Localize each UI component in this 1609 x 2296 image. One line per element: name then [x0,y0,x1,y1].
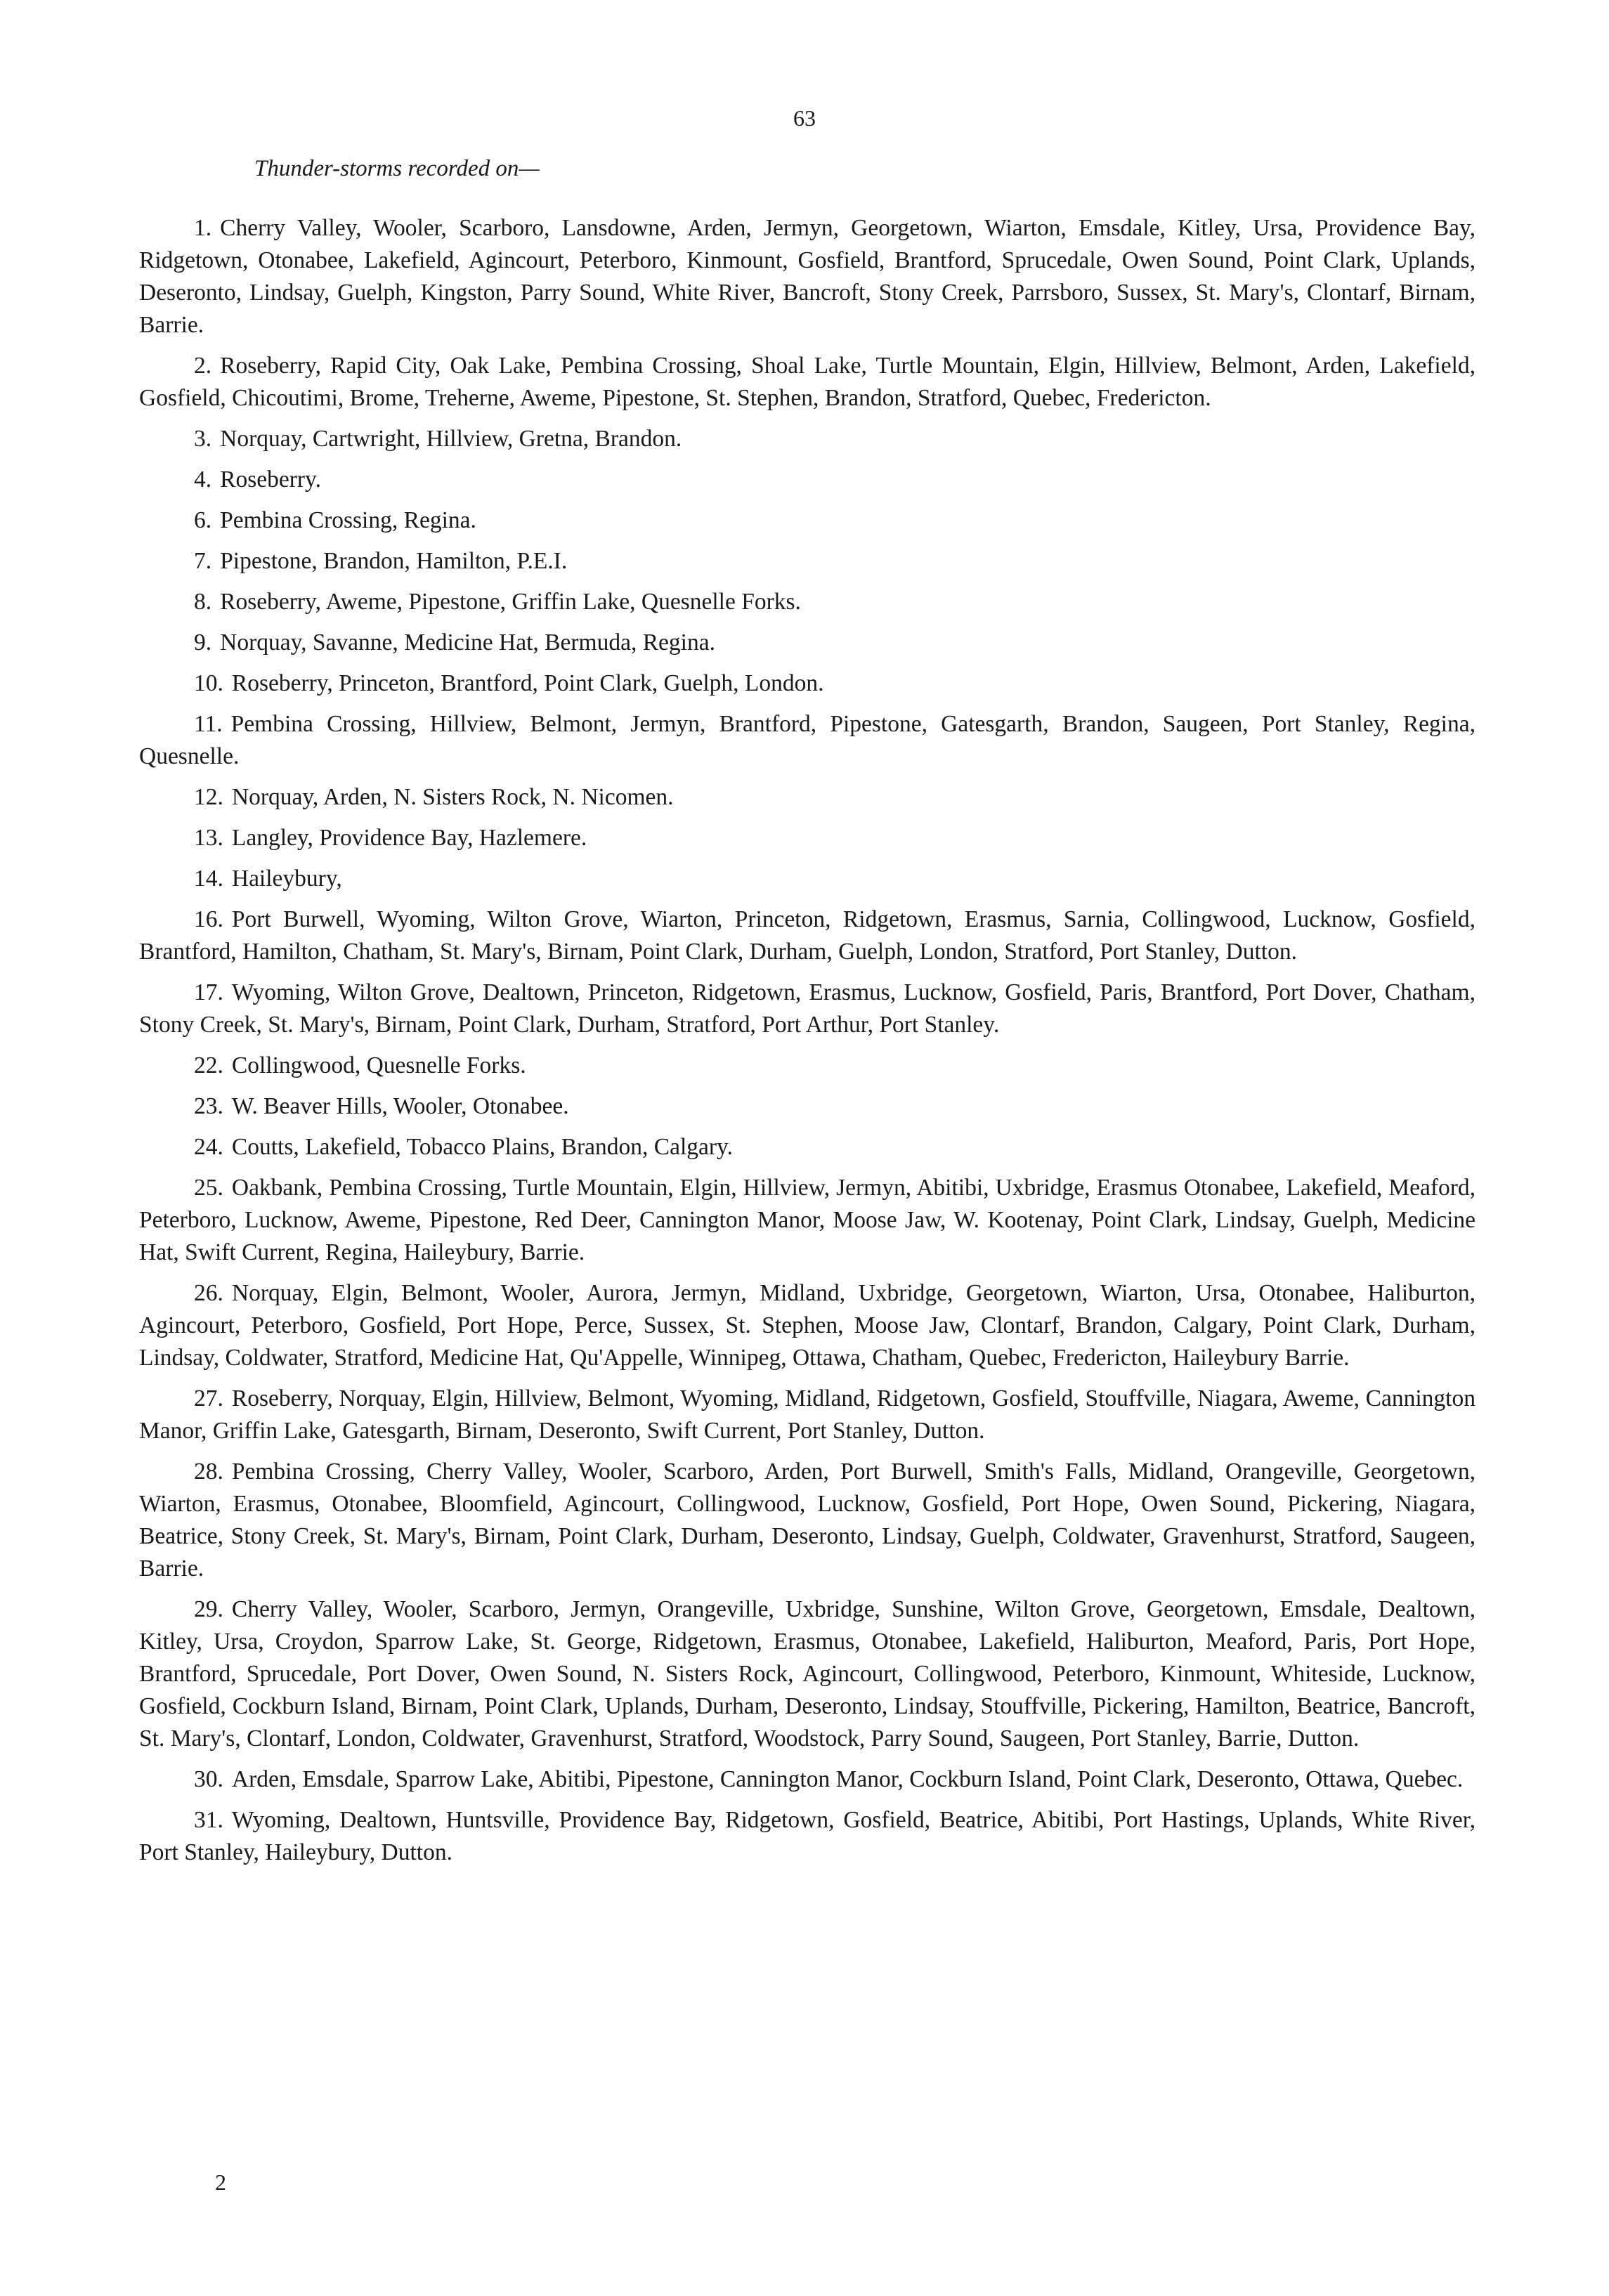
entry-day: 30. [194,1766,223,1792]
entry-day: 11. [194,711,223,737]
entry-stations: Coutts, Lakefield, Tobacco Plains, Brandon, Calgary. [231,1134,733,1160]
entry-day: 6. [194,507,212,533]
page-number: 63 [793,105,816,131]
entry-stations: Roseberry, Norquay, Elgin, Hillview, Belmont, Wyoming, Midland, Ridgetown, Gosfield, Stouffville, Niagara, Aweme, Cannington Manor, Griffin Lake, Gatesgarth, Birnam, Deseronto, Swift Current, Port Stanley, Dutton. [139,1385,1476,1444]
entry-stations: Collingwood, Quesnelle Forks. [231,1052,526,1078]
list-item [139,977,1476,1041]
entry-stations: Cherry Valley, Wooler, Scarboro, Lansdowne, Arden, Jermyn, Georgetown, Wiarton, Emsdale, Kitley, Ursa, Providence Bay, Ridgetown, Otonabee, Lakefield, Agincourt, Peterboro, Kinmount, Gosfield, Brantford, Sprucedale, Owen Sound, Point Clark, Uplands, Deseronto, Lindsay, Guelph, Kingston, Parry Sound, White River, Bancroft, Stony Creek, Parrsboro, Sussex, St. Mary's, Clontarf, Birnam, Barrie. [139,215,1476,338]
entry-stations: Norquay, Elgin, Belmont, Wooler, Aurora, Jermyn, Midland, Uxbridge, Georgetown, Wiarton, Ursa, Otonabee, Haliburton, Agincourt, Peterboro, Gosfield, Port Hope, Perce, Sussex, St. Stephen, Moose Jaw, Clontarf, Brandon, Calgary, Point Clark, Durham, Lindsay, Coldwater, Stratford, Medicine Hat, Qu'Appelle, Winnipeg, Ottawa, Chatham, Quebec, Fredericton, Haileybury Barrie. [139,1280,1476,1371]
entry-day: 1. [194,215,212,241]
entry-stations: W. Beaver Hills, Wooler, Otonabee. [231,1093,569,1119]
entry-stations: Wyoming, Wilton Grove, Dealtown, Princeton, Ridgetown, Erasmus, Lucknow, Gosfield, Paris, Brantford, Port Dover, Chatham, Stony Creek, St. Mary's, Birnam, Point Clark, Durham, Stratford, Port Arthur, Port Stanley. [139,979,1476,1038]
entry-day: 29. [194,1596,223,1622]
list-item [139,667,1476,700]
list-item [139,904,1476,968]
list-item [139,1593,1476,1755]
list-item [139,212,1476,341]
list-item [139,464,1476,496]
list-item [139,423,1476,455]
list-item [139,708,1476,773]
entry-day: 25. [194,1175,223,1201]
entry-day: 16. [194,906,223,932]
entry-day: 22. [194,1052,223,1078]
entry-day: 9. [194,630,212,655]
entry-stations: Roseberry, Aweme, Pipestone, Griffin Lake, Quesnelle Forks. [220,589,801,615]
entry-stations: Pembina Crossing, Hillview, Belmont, Jermyn, Brantford, Pipestone, Gatesgarth, Brandon, Saugeen, Port Stanley, Regina, Quesnelle. [139,711,1476,769]
list-item [139,1131,1476,1163]
entry-day: 8. [194,589,212,615]
list-item [139,1456,1476,1585]
entry-day: 26. [194,1280,223,1306]
list-item [139,1277,1476,1374]
entry-stations: Pipestone, Brandon, Hamilton, P.E.I. [220,548,568,574]
list-item [139,545,1476,578]
entry-stations: Roseberry. [220,467,322,493]
entry-stations: Haileybury, [231,866,342,892]
entry-stations: Norquay, Arden, N. Sisters Rock, N. Nicomen. [231,784,674,810]
entry-day: 12. [194,784,223,810]
entry-day: 4. [194,467,212,493]
entry-stations: Roseberry, Rapid City, Oak Lake, Pembina Crossing, Shoal Lake, Turtle Mountain, Elgin, Hillview, Belmont, Arden, Lakefield, Gosfield, Chicoutimi, Brome, Treherne, Aweme, Pipestone, St. Stephen, Brandon, Stratford, Quebec, Fredericton. [139,353,1476,411]
section-heading: Thunder-storms recorded on— [254,156,540,181]
entry-day: 31. [194,1807,223,1833]
entry-stations: Norquay, Cartwright, Hillview, Gretna, Brandon. [220,426,682,452]
entry-day: 28. [194,1459,223,1485]
entry-day: 17. [194,979,223,1005]
entry-day: 24. [194,1134,223,1160]
thunderstorm-list [139,212,1476,1877]
entry-stations: Langley, Providence Bay, Hazlemere. [231,825,587,851]
list-item [139,627,1476,659]
list-item [139,1172,1476,1269]
list-item [139,1763,1476,1796]
list-item [139,1050,1476,1082]
entry-stations: Norquay, Savanne, Medicine Hat, Bermuda, Regina. [220,630,715,655]
entry-stations: Pembina Crossing, Regina. [220,507,476,533]
list-item [139,1090,1476,1123]
entry-day: 2. [194,353,212,379]
entry-day: 7. [194,548,212,574]
entry-stations: Wyoming, Dealtown, Huntsville, Providence Bay, Ridgetown, Gosfield, Beatrice, Abitibi, Port Hastings, Uplands, White River, Port Stanley, Haileybury, Dutton. [139,1807,1476,1865]
entry-stations: Roseberry, Princeton, Brantford, Point Clark, Guelph, London. [231,670,824,696]
entry-stations: Port Burwell, Wyoming, Wilton Grove, Wiarton, Princeton, Ridgetown, Erasmus, Sarnia, Collingwood, Lucknow, Gosfield, Brantford, Hamilton, Chatham, St. Mary's, Birnam, Point Clark, Durham, Guelph, London, Stratford, Port Stanley, Dutton. [139,906,1476,965]
entry-day: 3. [194,426,212,452]
entry-stations: Oakbank, Pembina Crossing, Turtle Mountain, Elgin, Hillview, Jermyn, Abitibi, Uxbridge, Erasmus Otonabee, Lakefield, Meaford, Peterboro, Lucknow, Aweme, Pipestone, Red Deer, Cannington Manor, Moose Jaw, W. Kootenay, Point Clark, Lindsay, Guelph, Medicine Hat, Swift Current, Regina, Haileybury, Barrie. [139,1175,1476,1265]
entry-stations: Arden, Emsdale, Sparrow Lake, Abitibi, Pipestone, Cannington Manor, Cockburn Island, Point Clark, Deseronto, Ottawa, Quebec. [231,1766,1464,1792]
list-item [139,1804,1476,1869]
list-item [139,1383,1476,1447]
list-item [139,863,1476,895]
signature-mark: 2 [215,2170,226,2195]
list-item [139,350,1476,415]
entry-day: 27. [194,1385,223,1411]
entry-stations: Cherry Valley, Wooler, Scarboro, Jermyn, Orangeville, Uxbridge, Sunshine, Wilton Grove, Georgetown, Emsdale, Dealtown, Kitley, Ursa, Croydon, Sparrow Lake, St. George, Ridgetown, Erasmus, Otonabee, Lakefield, Haliburton, Meaford, Paris, Port Hope, Brantford, Sprucedale, Port Dover, Owen Sound, N. Sisters Rock, Agincourt, Collingwood, Peterboro, Kinmount, Whiteside, Lucknow, Gosfield, Cockburn Island, Birnam, Point Clark, Uplands, Durham, Deseronto, Lindsay, Stouffville, Pickering, Hamilton, Beatrice, Bancroft, St. Mary's, Clontarf, London, Coldwater, Gravenhurst, Stratford, Woodstock, Parry Sound, Saugeen, Port Stanley, Barrie, Dutton. [139,1596,1476,1752]
list-item [139,781,1476,814]
entry-stations: Pembina Crossing, Cherry Valley, Wooler, Scarboro, Arden, Port Burwell, Smith's Falls, Midland, Orangeville, Georgetown, Wiarton, Erasmus, Otonabee, Bloomfield, Agincourt, Collingwood, Lucknow, Gosfield, Port Hope, Owen Sound, Pickering, Niagara, Beatrice, Stony Creek, St. Mary's, Birnam, Point Clark, Durham, Deseronto, Lindsay, Guelph, Coldwater, Gravenhurst, Stratford, Saugeen, Barrie. [139,1459,1476,1581]
list-item [139,504,1476,537]
list-item [139,822,1476,854]
entry-day: 13. [194,825,223,851]
entry-day: 14. [194,866,223,892]
entry-day: 23. [194,1093,223,1119]
entry-day: 10. [194,670,223,696]
list-item [139,586,1476,618]
